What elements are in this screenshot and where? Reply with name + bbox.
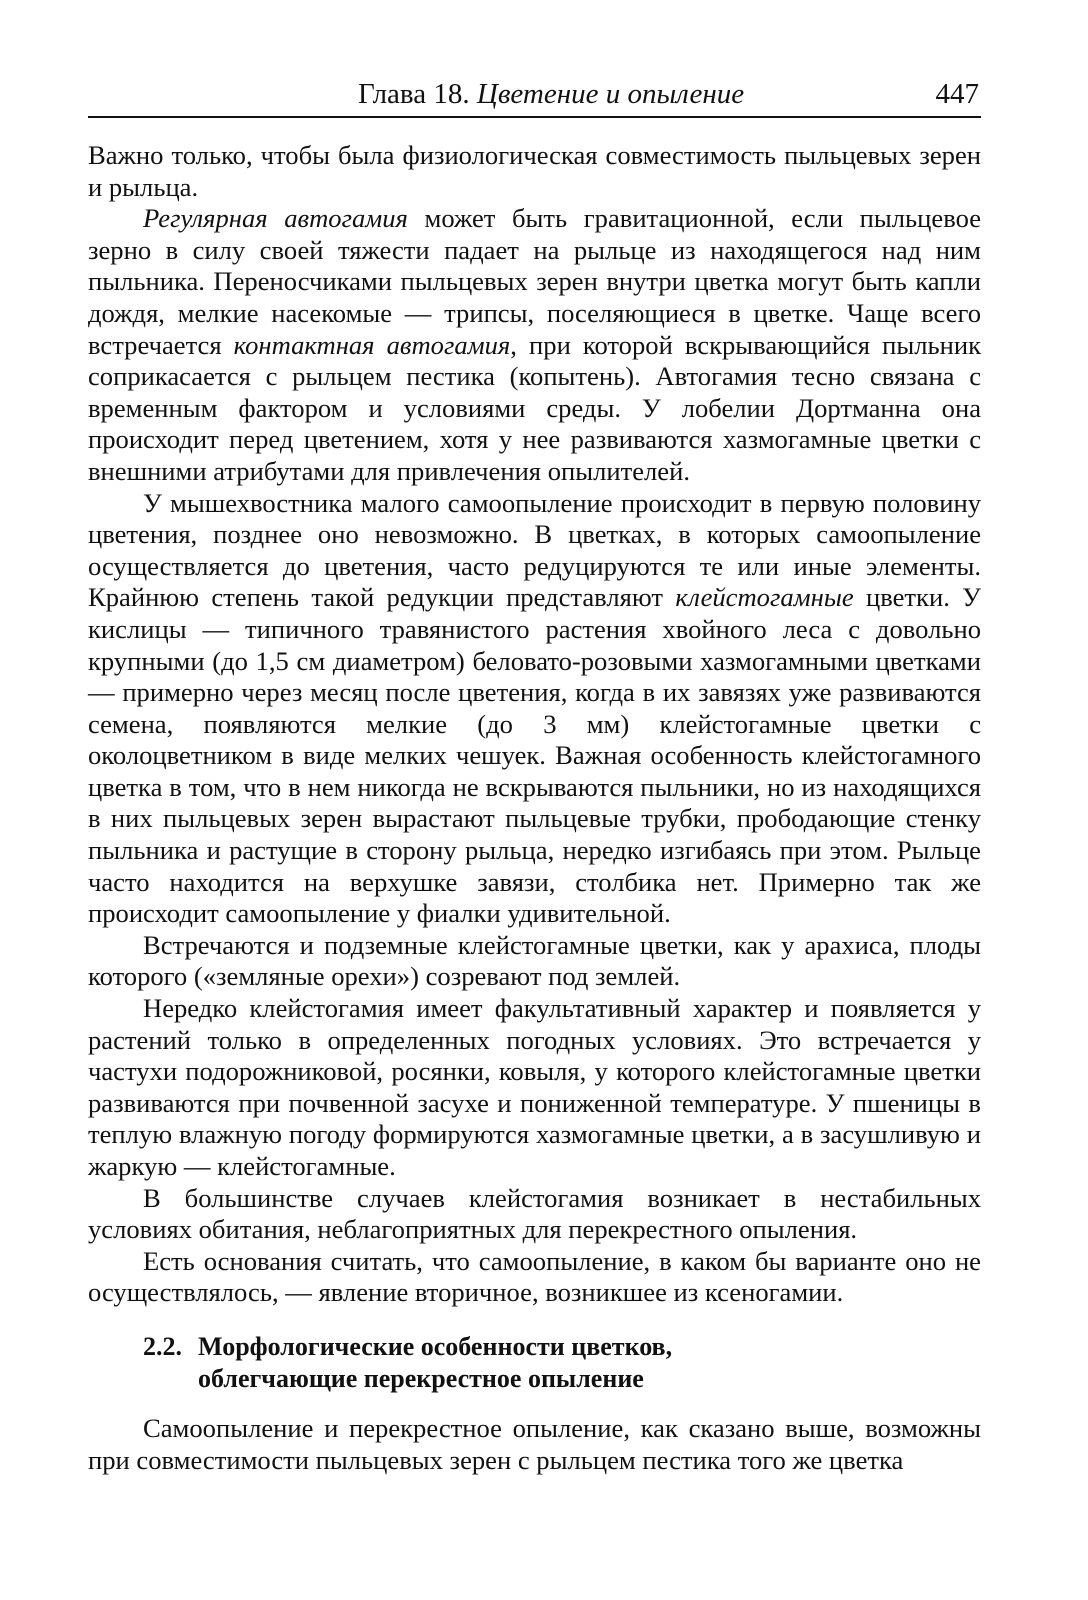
- body-text: [88, 140, 981, 1476]
- paragraph: [88, 488, 981, 930]
- section-title-line2: облегчающие перекрестное опыление: [198, 1363, 644, 1393]
- paragraph-text: Нередко клейстогамия имеет факультативный характер и появляется у растений только в определенных погодных условиях. Это встречается у частухи подорожниковой, росянки, ковыля, у которого клейстогамные цветки развиваются при почвенной засухе и пониженной температуре. У пшеницы в теплую влажную погоду формируются хазмогамные цветки, а в засушливую и жаркую — клейстогамные.: [88, 993, 981, 1181]
- term-contact-autogamy: контактная автогамия: [233, 329, 511, 360]
- term-regular-autogamy: Регулярная автогамия: [143, 203, 408, 234]
- chapter-title: Цветение и опыление: [476, 78, 745, 110]
- paragraph-text: Есть основания считать, что самоопыление, в каком бы варианте оно не осуществлялось, — явление вторичное, возникшее из ксеногамии.: [88, 1245, 981, 1308]
- paragraph: [88, 993, 981, 1183]
- paragraph: [88, 1183, 981, 1246]
- section-number: 2.2.: [143, 1331, 182, 1361]
- paragraph-text: В большинстве случаев клейстогамия возникает в нестабильных условиях обитания, неблагоприятных для перекрестного опыления.: [88, 1182, 981, 1245]
- paragraph: [88, 140, 981, 203]
- chapter-heading: [358, 78, 744, 111]
- paragraph-text: цветки. У кислицы — типичного травянистого растения хвойного леса с довольно крупными (до 1,5 см диаметром) беловато-розовыми хазмогамными цветками — примерно через месяц после цветения, когда в их завязях уже развиваются семена, появляются мелкие (до 3 мм) клейстогамные цветки с околоцветником в виде мелких чешуек. Важная особенность клейстогамного цветка в том, что в нем никогда не вскрываются пыльники, но из находящихся в них пыльцевых зерен вырастают пыльцевые трубки, прободающие стенку пыльника и растущие в сторону рыльца, нередко изгибаясь при этом. Рыльце часто находится на верхушке завязи, столбика нет. Примерно так же происходит самоопыление у фиалки удивительной.: [88, 582, 982, 929]
- section-title-line1: Морфологические особенности цветков,: [198, 1331, 673, 1361]
- paragraph-text: Встречаются и подземные клейстогамные цветки, как у арахиса, плоды которого («земляные орехи») созревают под землей.: [88, 929, 981, 992]
- section-heading: [143, 1331, 981, 1395]
- running-head: [88, 70, 981, 118]
- paragraph-text: , при которой вскрывающийся пыльник соприкасается с рыльцем пестика (копытень). Автогамия тесно связана с временным фактором и условиями среды. У лобелии Дортманна она происходит перед цветением, хотя у нее развиваются хазмогамные цветки с внешними атрибутами для привлечения опылителей.: [88, 329, 982, 486]
- chapter-label: Глава 18.: [358, 78, 470, 110]
- term-cleistogamous: клейстогамные: [675, 582, 854, 613]
- paragraph-text: У мышехвостника малого самоопыление происходит в первую половину цветения, позднее оно невозможно. В цветках, в которых самоопыление осуществляется до цветения, часто редуцируются те или иные элементы. Крайнюю степень такой редукции представляют: [88, 487, 981, 613]
- paragraph-text: может быть гравитационной, если пыльцевое зерно в силу своей тяжести падает на рыльце из находящегося над ним пыльника. Переносчиками пыльцевых зерен внутри цветка могут быть капли дождя, мелкие насекомые — трипсы, поселяющиеся в цветке. Чаще всего встречается: [88, 203, 982, 360]
- paragraph: [88, 1246, 981, 1309]
- paragraph: [88, 203, 981, 487]
- page-number: 447: [935, 78, 979, 110]
- paragraph-text: Самоопыление и перекрестное опыление, как сказано выше, возможны при совместимости пыльцевых зерен с рыльцем пестика того же цветка: [88, 1412, 981, 1475]
- paragraph: [88, 1413, 981, 1476]
- book-page: [88, 70, 981, 1570]
- paragraph-text: Важно только, чтобы была физиологическая совместимость пыльцевых зерен и рыльца.: [88, 140, 981, 202]
- paragraph: [88, 930, 981, 993]
